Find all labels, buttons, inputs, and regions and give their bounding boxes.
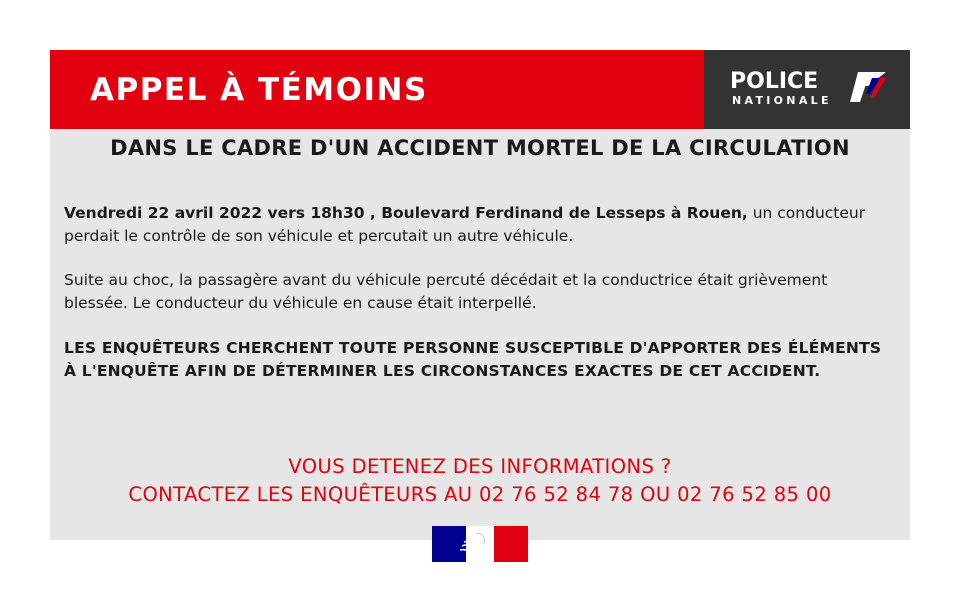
marianne-logo bbox=[432, 526, 528, 562]
logo-text-nationale: NATIONALE bbox=[732, 94, 832, 107]
incident-description: un conducteur perdait le contrôle de son véhicule et percutait un autre véhicule. bbox=[64, 204, 866, 245]
tricolor-wing-icon bbox=[850, 72, 886, 104]
paragraph-appeal: LES ENQUÊTEURS CHERCHENT TOUTE PERSONNE SUSCEPTIBLE D'APPORTER DES ÉLÉMENTS À L'ENQUÊTE AFIN DE DÉTERMINER LES CIRCONSTANCES EXACTES DE CET ACCIDENT. bbox=[64, 339, 882, 380]
subtitle: DANS LE CADRE D'UN ACCIDENT MORTEL DE LA CIRCULATION bbox=[110, 136, 850, 160]
header-title: APPEL À TÉMOINS bbox=[90, 71, 428, 108]
contact-block bbox=[50, 453, 910, 509]
police-nationale-logo bbox=[704, 50, 910, 129]
paragraph-consequences: Suite au choc, la passagère avant du véhicule percuté décédait et la conductrice était grièvement blessée. Le conducteur du véhicule en cause était interpellé. bbox=[64, 271, 828, 312]
paragraph-incident bbox=[64, 202, 894, 248]
incident-date-place: Vendredi 22 avril 2022 vers 18h30 , Boulevard Ferdinand de Lesseps à Rouen, bbox=[64, 204, 748, 222]
header bbox=[50, 50, 910, 129]
header-red-band bbox=[50, 50, 704, 129]
logo-text-police: POLICE bbox=[730, 69, 819, 94]
notice-card bbox=[50, 50, 910, 540]
contact-phone-numbers[interactable]: CONTACTEZ LES ENQUÊTEURS AU 02 76 52 84 78 OU 02 76 52 85 00 bbox=[128, 483, 832, 506]
contact-question: VOUS DETENEZ DES INFORMATIONS ? bbox=[288, 455, 672, 478]
